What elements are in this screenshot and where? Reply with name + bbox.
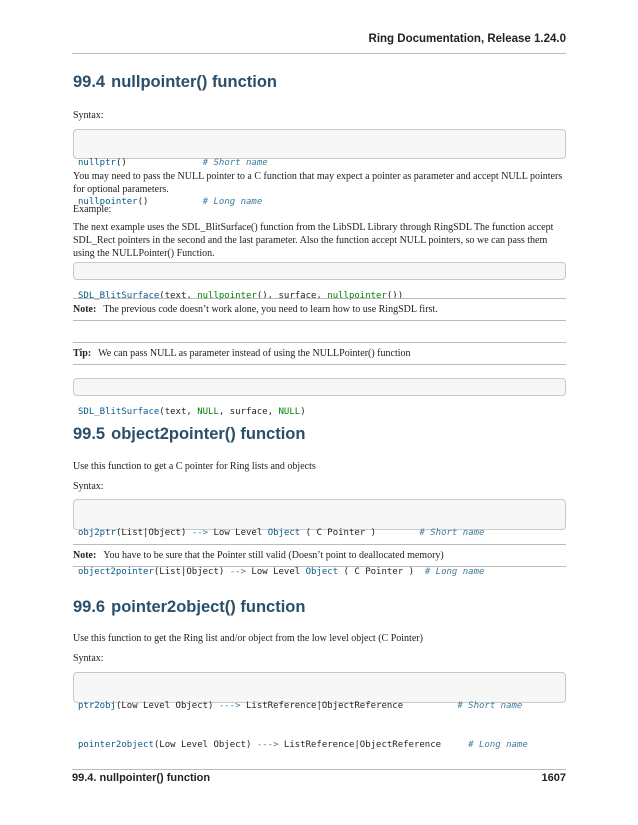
tip-admonition: Tip: We can pass NULL as parameter instead of using the NULLPointer() function <box>73 342 566 365</box>
syntax-label: Syntax: <box>73 653 104 664</box>
code-block-pointer2object-syntax <box>73 672 566 750</box>
doc-title: Ring Documentation, Release 1.24.0 <box>368 33 566 45</box>
code-line: SDL_BlitSurface(text, NULL, surface, NULL) <box>78 407 306 417</box>
paragraph: The next example uses the SDL_BlitSurface() function from the LibSDL Library through RingSDL The function accept SDL_Rect pointers in the second and the last parameter. Also the function accept NULL pointers, so we can pass them using the NULLPointer() Function. <box>73 222 554 259</box>
code-line: obj2ptr(List|Object) --> Low Level Object ( C Pointer ) # Short name <box>78 528 485 538</box>
page-number: 1607 <box>541 772 566 784</box>
paragraph: Use this function to get a C pointer for Ring lists and objects <box>73 461 316 472</box>
code-line: object2pointer(List|Object) --> Low Level Object ( C Pointer ) # Long name <box>78 567 485 577</box>
footer-section-title: 99.4. nullpointer() function <box>72 772 211 784</box>
code-block-blitsurface-nullpointer <box>73 262 566 301</box>
code-line: SDL_BlitSurface(text, nullpointer(), surface, nullpointer()) <box>78 291 404 301</box>
section-heading-99-4: 99.4 nullpointer() function <box>73 73 278 91</box>
section-heading-99-6: 99.6 pointer2object() function <box>73 598 306 616</box>
code-line: ptr2obj(Low Level Object) ---> ListReference|ObjectReference # Short name <box>78 701 523 711</box>
code-line: pointer2object(Low Level Object) ---> ListReference|ObjectReference # Long name <box>78 740 528 750</box>
paragraph: You may need to pass the NULL pointer to a C function that may expect a pointer as parameter and accept NULL pointers for optional parameters. <box>73 171 563 195</box>
code-block-blitsurface-null <box>73 378 566 417</box>
note-admonition: Note: You have to be sure that the Pointer still valid (Doesn’t point to deallocated memory) <box>73 544 566 567</box>
paragraph: Use this function to get the Ring list and/or object from the low level object (C Pointer) <box>73 633 423 644</box>
example-label: Example: <box>73 204 112 215</box>
syntax-label: Syntax: <box>73 481 104 492</box>
note-admonition: Note: The previous code doesn’t work alone, you need to learn how to use RingSDL first. <box>73 298 566 321</box>
syntax-label: Syntax: <box>73 110 104 121</box>
running-footer <box>72 769 566 784</box>
code-line: nullpointer() # Long name <box>78 197 263 207</box>
running-header <box>72 33 566 54</box>
code-line: nullptr() # Short name <box>78 158 268 168</box>
section-heading-99-5: 99.5 object2pointer() function <box>73 425 306 443</box>
